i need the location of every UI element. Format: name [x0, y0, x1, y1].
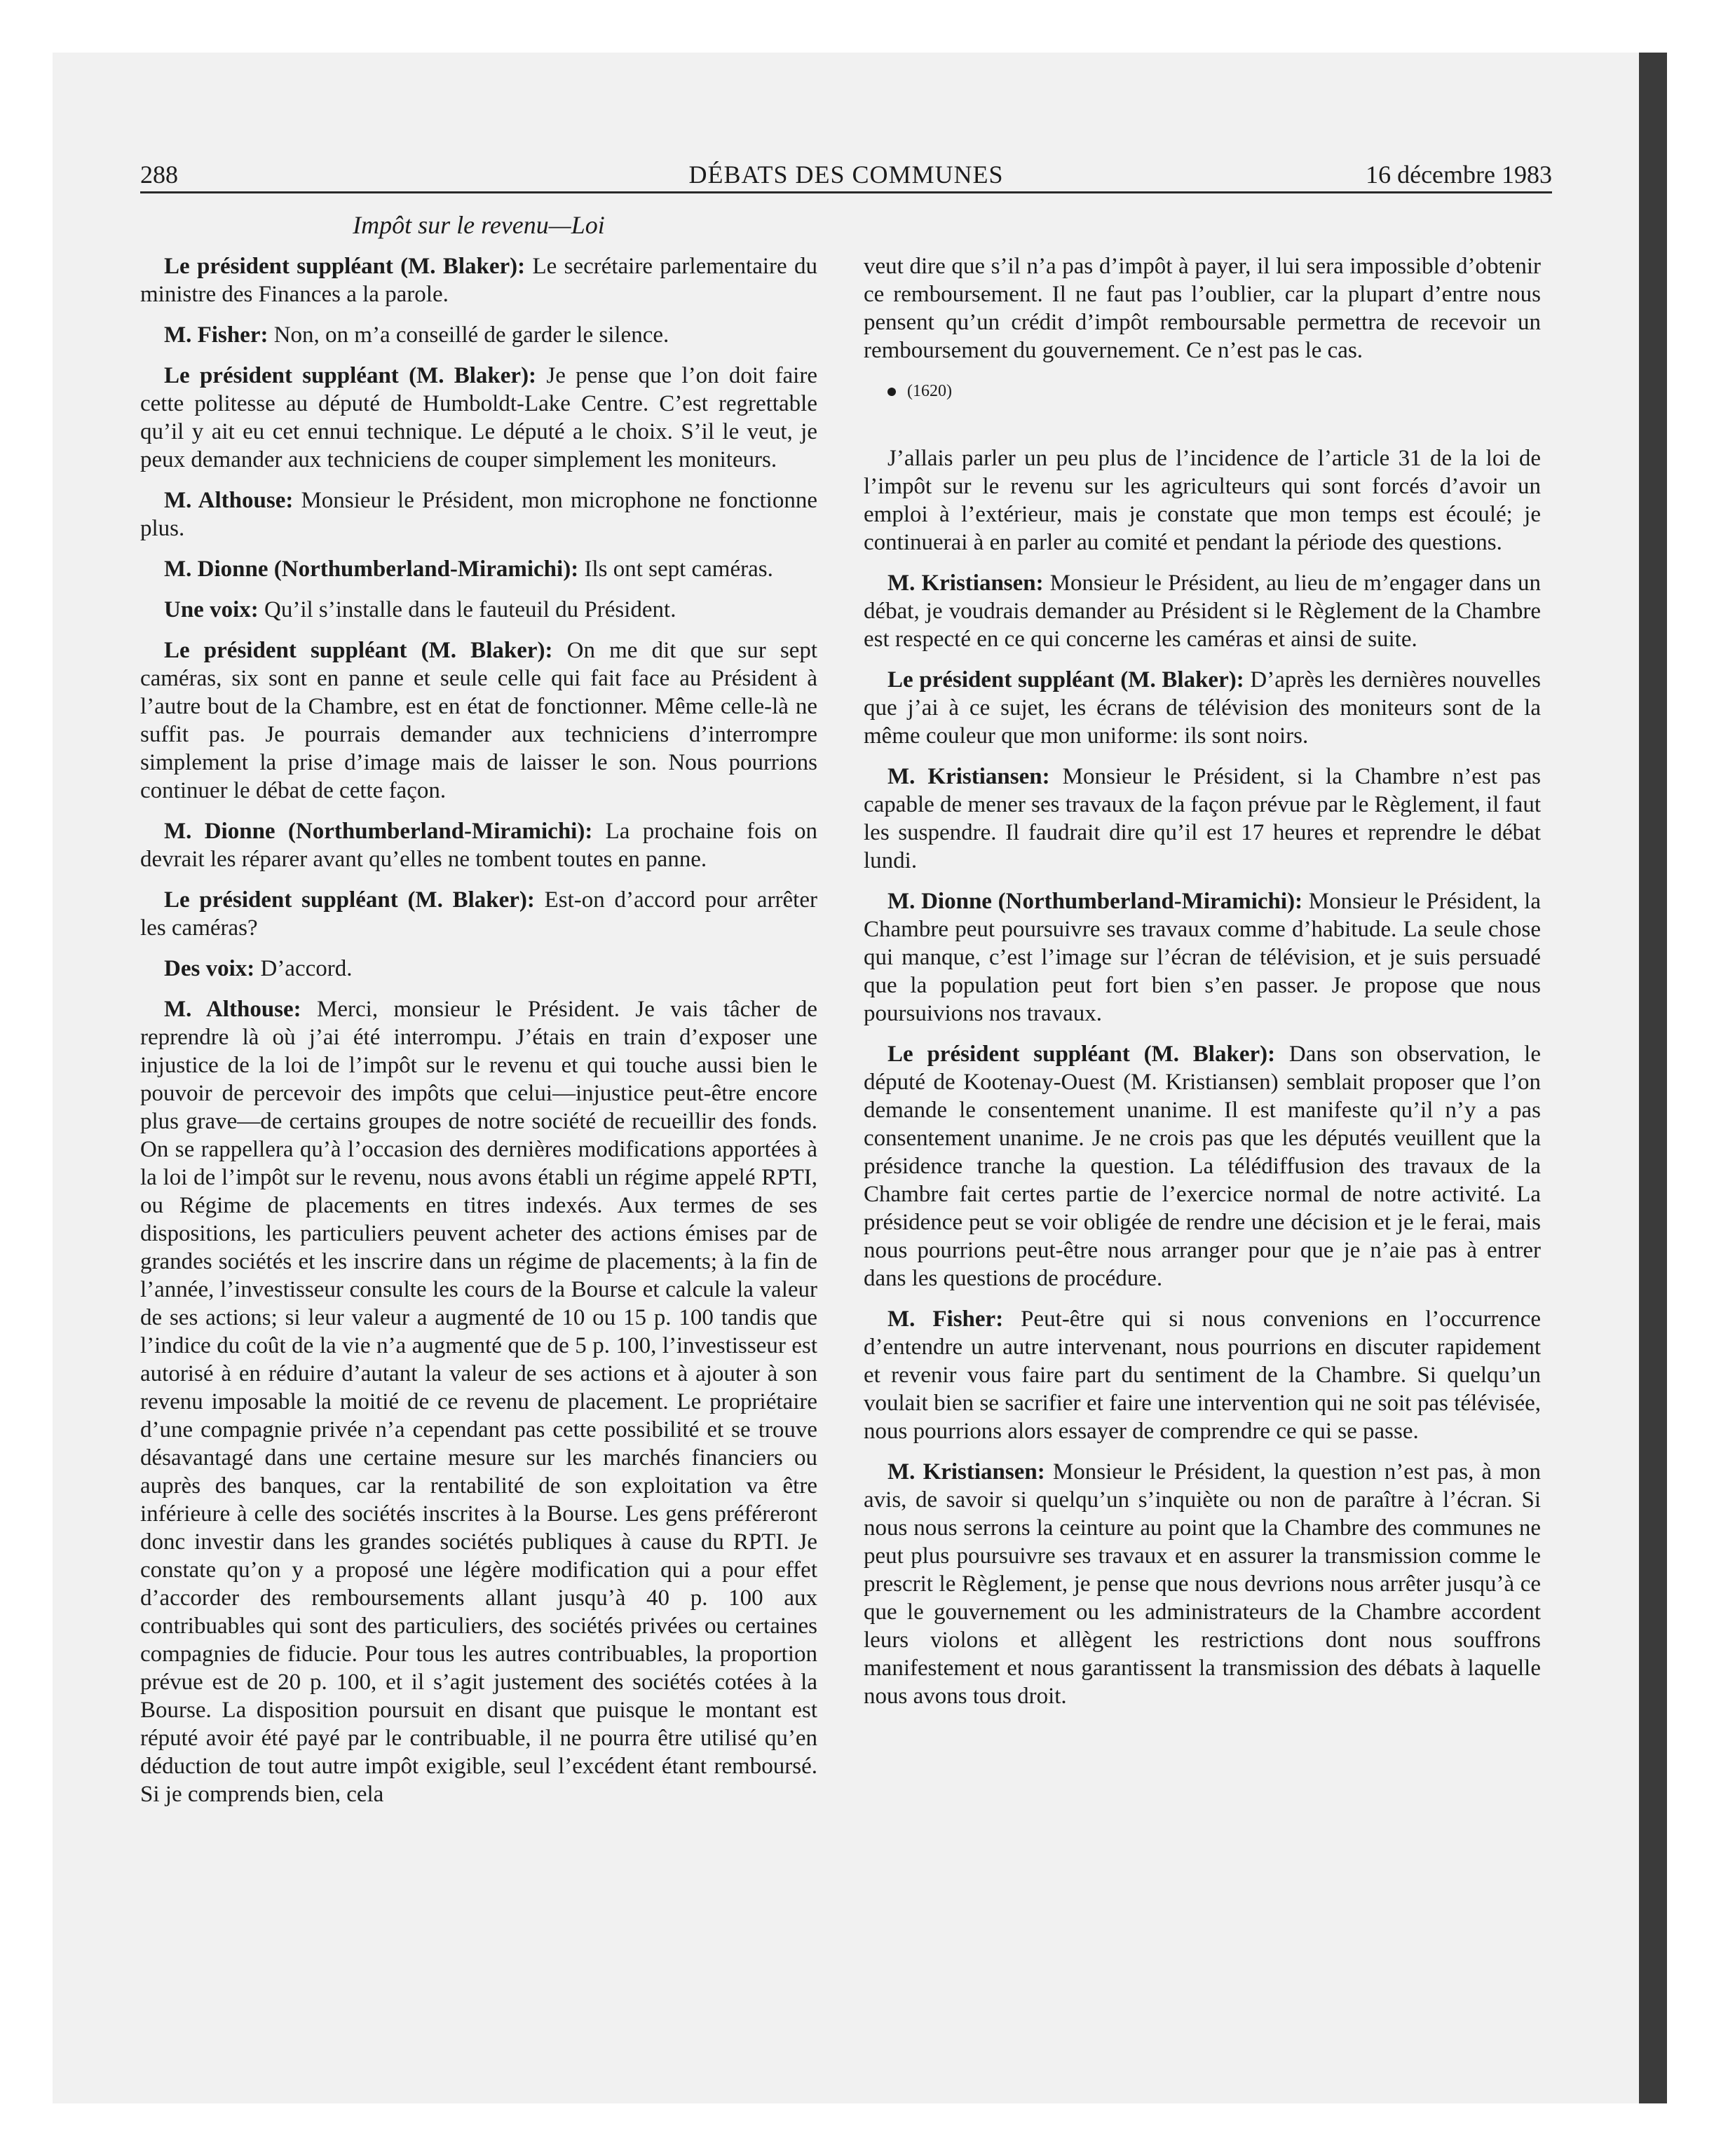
speech-text: D’accord. — [254, 956, 353, 981]
speech-text: La prochaine fois on devrait les réparer avant qu’elles ne tombent toutes en panne. — [140, 819, 818, 872]
speech-paragraph — [864, 569, 1541, 653]
speech-text: Ils ont sept caméras. — [578, 557, 773, 582]
speaker-name: M. Althouse: — [164, 488, 294, 513]
speech-paragraph — [140, 362, 817, 474]
speech-continuation: veut dire que s’il n’a pas d’impôt à payer, il lui sera impossible d’obtenir ce remboursement. Il ne faut pas l’oublier, car la plupart d’entre nous pensent qu’un crédit d’impôt remboursable permettra de recevoir un remboursement du gouvernement. Ce n’est pas le cas. — [864, 254, 1541, 363]
speech-paragraph — [864, 1458, 1541, 1710]
speech-paragraph — [140, 886, 817, 942]
speech-text: Qu’il s’installe dans le fauteuil du Président. — [258, 597, 676, 622]
speaker-name: Le président suppléant (M. Blaker): — [887, 667, 1244, 692]
speaker-name: Le président suppléant (M. Blaker): — [164, 254, 526, 279]
publication-title: DÉBATS DES COMMUNES — [688, 161, 1004, 189]
speaker-name: Le président suppléant (M. Blaker): — [164, 638, 553, 663]
speech-text: D’après les dernières nouvelles que j’ai à ce sujet, les écrans de télévision des moniteurs sont de la même couleur que mon uniforme: ils sont noirs. — [864, 667, 1541, 749]
time-marker — [864, 377, 1541, 405]
speaker-name: Le président suppléant (M. Blaker): — [164, 363, 537, 388]
speech-paragraph — [140, 555, 817, 583]
speech-paragraph — [864, 1305, 1541, 1445]
speech-text: Monsieur le Président, la Chambre peut poursuivre ses travaux comme d’habitude. La seule chose qui manque, c’est l’image sur l’écran de télévision, et je suis persuadé que la population peut fort bien s’en passer. Je propose que nous poursuivions nos travaux. — [864, 889, 1541, 1026]
issue-date: 16 décembre 1983 — [1366, 161, 1552, 189]
speaker-name: M. Kristiansen: — [887, 571, 1044, 596]
speech-text: Le secrétaire parlementaire du ministre des Finances a la parole. — [140, 254, 817, 307]
speech-paragraph — [140, 955, 817, 983]
speaker-name: M. Dionne (Northumberland-Miramichi): — [164, 819, 593, 844]
bullet-icon — [887, 388, 896, 396]
speech-paragraph — [864, 887, 1541, 1028]
speech-text: Monsieur le Président, la question n’est pas, à mon avis, de savoir si quelqu’un s’inquiète ou non de paraître à l’écran. Si nous nous serrons la ceinture au point que la Chambre des communes ne peut plus poursuivre ses travaux et en assurer la transmission comme le prescrit le Règlement, je pense que nous devrions nous arrêter jusqu’à ce que le gouvernement ou les administrateurs de la Chambre accordent leurs violons et allègent les restrictions dont nous souffrons manifestement et nous garantissent la transmission des débats à laquelle nous avons tous droit. — [864, 1459, 1541, 1709]
speech-text: Monsieur le Président, au lieu de m’engager dans un débat, je voudrais demander au Président si le Règlement de la Chambre est respecté en ce qui concerne les caméras et ainsi de suite. — [864, 571, 1541, 652]
speech-text: Non, on m’a conseillé de garder le silence. — [268, 322, 669, 348]
speaker-name: Le président suppléant (M. Blaker): — [164, 887, 535, 913]
speaker-name: M. Althouse: — [164, 997, 301, 1022]
speaker-name: M. Fisher: — [887, 1306, 1004, 1332]
running-header — [140, 158, 1552, 193]
speech-paragraph — [140, 486, 817, 543]
left-column — [140, 252, 817, 1821]
speaker-name: M. Fisher: — [164, 322, 268, 348]
speech-text: Monsieur le Président, mon microphone ne fonctionne plus. — [140, 488, 817, 541]
page-number: 288 — [140, 161, 178, 189]
speaker-name: M. Kristiansen: — [887, 1459, 1045, 1485]
speech-paragraph — [140, 252, 817, 308]
right-column — [864, 252, 1541, 1723]
speaker-name: Une voix: — [164, 597, 259, 622]
speech-text: Je pense que l’on doit faire cette politesse au député de Humboldt-Lake Centre. C’est regrettable qu’il y ait eu cet ennui technique. Le député a le choix. S’il le veut, je peux demander aux techniciens de couper simplement les moniteurs. — [140, 363, 817, 472]
time-marker-text: (1620) — [907, 382, 952, 400]
speaker-name: Des voix: — [164, 956, 255, 981]
speech-text: Dans son observation, le député de Kootenay-Ouest (M. Kristiansen) semblait proposer que l’on demande le consentement unanime. Il est manifeste qu’il n’y a pas consentement unanime. Je ne crois pas que les députés veuillent que la présidence tranche la question. La télédiffusion des travaux de la Chambre fait certes partie de l’exercice normal de notre activité. La présidence peut se voir obligée de rendre une décision et je le ferai, mais nous pourrions peut-être nous arranger pour que je n’aie pas à entrer dans les questions de procédure. — [864, 1042, 1541, 1291]
speech-text: Monsieur le Président, si la Chambre n’est pas capable de mener ses travaux de la façon prévue par le Règlement, il faut les suspendre. Il faudrait dire qu’il est 17 heures et reprendre le débat lundi. — [864, 764, 1541, 873]
speech-text: Peut-être qui si nous convenions en l’occurrence d’entendre un autre intervenant, nous pourrions en discuter rapidement et revenir vous faire part du sentiment de la Chambre. Si quelqu’un voulait bien se sacrifier et faire une intervention qui ne soit pas télévisée, nous pourrions alors essayer de comprendre ce qui se passe. — [864, 1306, 1541, 1444]
speech-paragraph — [140, 995, 817, 1808]
speech-text: Merci, monsieur le Président. Je vais tâcher de reprendre là où j’ai été interrompu. J’étais en train d’exposer une injustice de la loi de l’impôt sur le revenu et qui touche aussi bien le pouvoir de percevoir des impôts que celui—injustice peut-être encore plus grave—de certains groupes de notre société de recueillir des fonds. On se rappellera qu’à l’occasion des dernières modifications apportées à la loi de l’impôt sur le revenu, nous avons établi un régime appelé RPTI, ou Régime de placements en titres indexés. Aux termes de ses dispositions, les particuliers peuvent acheter des actions émises par de grandes sociétés et les inscrire dans un régime de placements; à la fin de l’année, l’investisseur consulte les cours de la Bourse et calcule la valeur de ses actions; si leur valeur a augmenté de 10 ou 15 p. 100 tandis que l’indice du coût de la vie n’a augmenté que de 5 p. 100, l’investisseur est autorisé à en réduire d’autant la valeur de ses actions et à ajouter à son revenu imposable la moitié de ce revenu de placement. Le propriétaire d’une compagnie privée n’a cependant pas cette possibilité et se trouve désavantagé dans une certaine mesure sur les marchés financiers ou auprès des banques, car la rentabilité de son exploitation va être inférieure à celle des sociétés inscrites à la Bourse. Les gens préféreront donc investir dans les grandes sociétés publiques à cause du RPTI. Je constate qu’on y a proposé une légère modification qui a pour effet d’accorder des remboursements allant jusqu’à 40 p. 100 aux contribuables qui sont des particuliers, des sociétés privées ou certaines compagnies de fiducie. Pour tous les autres contribuables, la proportion prévue est de 20 p. 100, et il s’agit justement des sociétés cotées à la Bourse. La disposition poursuit en disant que puisque le montant est réputé avoir été payé par le contribuable, il ne pourra être utilisé qu’en déduction de tout autre impôt exigible, seul l’excédent étant remboursé. Si je comprends bien, cela — [140, 997, 817, 1807]
speech-paragraph — [140, 321, 817, 349]
speech-paragraph — [140, 596, 817, 624]
speech-paragraph — [864, 763, 1541, 875]
speaker-name: Le président suppléant (M. Blaker): — [887, 1042, 1276, 1067]
speech-paragraph — [864, 666, 1541, 750]
speech-paragraph — [864, 1040, 1541, 1292]
speech-text: Est-on d’accord pour arrêter les caméras? — [140, 887, 817, 941]
speech-paragraph: J’allais parler un peu plus de l’incidence de l’article 31 de la loi de l’impôt sur le revenu sur les agriculteurs qui sont forcés d’avoir un emploi à l’extérieur, mais je constate que mon temps est écoulé; je continuerai à en parler au comité et pendant la période des questions. — [864, 446, 1541, 555]
section-subheading: Impôt sur le revenu—Loi — [353, 211, 605, 239]
speaker-name: M. Dionne (Northumberland-Miramichi): — [164, 557, 579, 582]
speech-paragraph — [140, 636, 817, 805]
speaker-name: M. Dionne (Northumberland-Miramichi): — [887, 889, 1303, 914]
speaker-name: M. Kristiansen: — [887, 764, 1050, 789]
speech-paragraph — [140, 817, 817, 873]
speech-text: On me dit que sur sept caméras, six sont en panne et seule celle qui fait face au Président à l’autre bout de la Chambre, est en état de fonctionner. Même celle-là ne suffit pas. Je pourrais demander aux techniciens d’interrompre simplement la prise d’image mais de laisser le son. Nous pourrions continuer le débat de cette façon. — [140, 638, 817, 803]
scan-edge — [1639, 53, 1667, 2103]
